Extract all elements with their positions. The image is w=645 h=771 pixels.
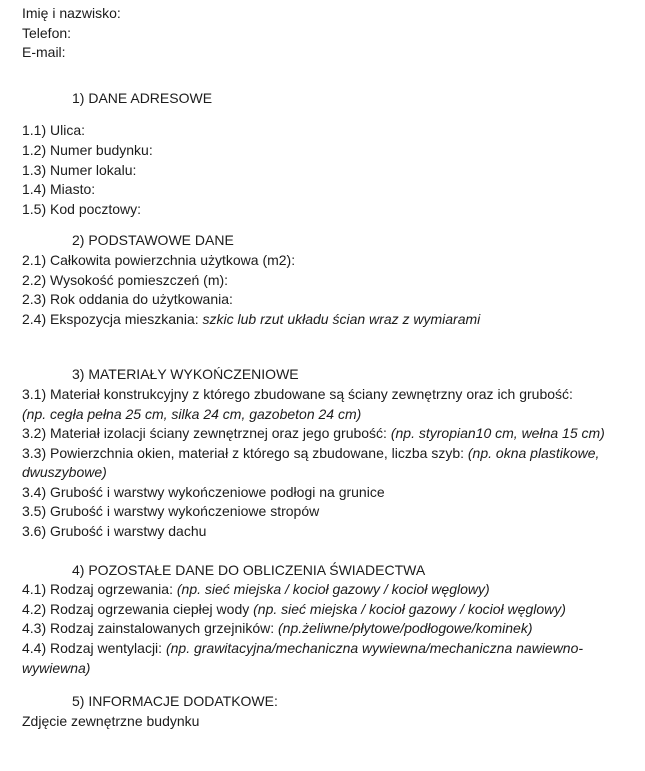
example-material-konstrukcyjny-text: (np. cegła pełna 25 cm, silka 24 cm, gazobeton 24 cm) <box>22 405 362 422</box>
field-miasto <box>22 180 631 200</box>
field-kod-pocztowy <box>22 200 631 220</box>
field-dach-label: 3.6) Grubość i warstwy dachu <box>22 523 207 540</box>
field-material-konstrukcyjny-label: 3.1) Materiał konstrukcyjny z którego zbudowane są ściany zewnętrzny oraz ich grubość: <box>22 385 573 402</box>
section-heading-dane-adresowe: 1) DANE ADRESOWE <box>72 89 213 106</box>
example-okna-continued <box>22 463 631 483</box>
field-numer-lokalu-label: 1.3) Numer lokalu: <box>22 161 137 178</box>
field-podloga-na-gruncie <box>22 483 631 503</box>
field-rodzaj-ogrzewania-label: 4.1) Rodzaj ogrzewania: <box>22 581 177 598</box>
spacer <box>22 219 631 231</box>
spacer <box>22 108 631 121</box>
field-numer-lokalu <box>22 161 631 181</box>
field-material-izolacji-example: (np. styropian10 cm, wełna 15 cm) <box>390 425 605 442</box>
spacer <box>22 63 631 89</box>
field-wysokosc-pomieszczen <box>22 271 631 291</box>
field-ekspozycja-hint: szkic lub rzut układu ścian wraz z wymiarami <box>202 310 481 327</box>
field-wentylacja-label: 4.4) Rodzaj wentylacji: <box>22 640 166 657</box>
field-material-izolacji-label: 3.2) Materiał izolacji ściany zewnętrznej oraz jego grubość: <box>22 425 391 442</box>
field-grzejniki-label: 4.3) Rodzaj zainstalowanych grzejników: <box>22 620 279 637</box>
section-heading-materialy-wykonczeniowe: 3) MATERIAŁY WYKOŃCZENIOWE <box>72 366 299 383</box>
field-material-konstrukcyjny <box>22 385 631 405</box>
example-material-konstrukcyjny <box>22 405 631 425</box>
field-powierzchnia-okien-label: 3.3) Powierzchnia okien, materiał z którego są zbudowane, liczba szyb: <box>22 444 468 461</box>
field-kod-pocztowy-label: 1.5) Kod pocztowy: <box>22 200 142 217</box>
field-ogrzewanie-cieplej-wody <box>22 600 631 620</box>
field-ogrzewanie-cieplej-wody-example: (np. sieć miejska / kocioł gazowy / kocioł węglowy) <box>253 600 566 617</box>
contact-email-label <box>22 43 631 63</box>
field-material-izolacji <box>22 424 631 444</box>
field-podloga-na-gruncie-label: 3.4) Grubość i warstwy wykończeniowe podłogi na grunice <box>22 483 385 500</box>
field-wentylacja <box>22 639 631 659</box>
spacer <box>22 542 631 561</box>
contact-email-text: E-mail: <box>22 44 66 61</box>
field-powierzchnia-okien-example: (np. okna plastikowe, <box>467 444 600 461</box>
field-ulica <box>22 121 631 141</box>
note-zdjecie-budynku <box>22 712 631 732</box>
field-rok-oddania <box>22 290 631 310</box>
spacer <box>22 678 631 692</box>
section-heading-informacje-dodatkowe: 5) INFORMACJE DODATKOWE: <box>72 693 278 710</box>
field-ekspozycja-label: 2.4) Ekspozycja mieszkania: <box>22 310 203 327</box>
field-numer-budynku <box>22 141 631 161</box>
field-stropy-label: 3.5) Grubość i warstwy wykończeniowe stropów <box>22 503 320 520</box>
section-heading-podstawowe-dane: 2) PODSTAWOWE DANE <box>72 232 234 249</box>
field-ekspozycja-mieszkania <box>22 310 631 330</box>
section-heading-pozostale-dane: 4) POZOSTAŁE DANE DO OBLICZENIA ŚWIADECTWA <box>72 561 426 578</box>
field-rodzaj-ogrzewania <box>22 580 631 600</box>
field-powierzchnia-uzytkowa-label: 2.1) Całkowita powierzchnia użytkowa (m2): <box>22 251 296 268</box>
field-wentylacja-example: (np. grawitacyjna/mechaniczna wywiewna/mechaniczna nawiewno- <box>165 640 584 657</box>
field-wysokosc-pomieszczen-label: 2.2) Wysokość pomieszczeń (m): <box>22 271 229 288</box>
field-powierzchnia-okien <box>22 444 631 464</box>
field-ulica-label: 1.1) Ulica: <box>22 122 86 139</box>
field-powierzchnia-uzytkowa <box>22 251 631 271</box>
field-rodzaj-ogrzewania-example: (np. sieć miejska / kocioł gazowy / kocioł węglowy) <box>176 581 490 598</box>
field-grzejniki-example: (np.żeliwne/płytowe/podłogowe/kominek) <box>278 620 533 637</box>
field-numer-budynku-label: 1.2) Numer budynku: <box>22 141 153 158</box>
spacer <box>22 329 631 365</box>
contact-phone-text: Telefon: <box>22 24 72 41</box>
contact-phone-label <box>22 24 631 44</box>
field-rok-oddania-label: 2.3) Rok oddania do użytkowania: <box>22 291 233 308</box>
field-grzejniki <box>22 619 631 639</box>
field-ogrzewanie-cieplej-wody-label: 4.2) Rodzaj ogrzewania ciepłej wody <box>22 600 254 617</box>
example-wentylacja-continued-text: wywiewna) <box>22 659 91 676</box>
contact-name-label <box>22 4 631 24</box>
field-miasto-label: 1.4) Miasto: <box>22 181 96 198</box>
field-dach <box>22 522 631 542</box>
note-zdjecie-budynku-text: Zdjęcie zewnętrzne budynku <box>22 712 200 729</box>
field-stropy <box>22 502 631 522</box>
example-okna-continued-text: dwuszybowe) <box>22 464 107 481</box>
example-wentylacja-continued <box>22 659 631 679</box>
contact-name-text: Imię i nazwisko: <box>22 5 121 21</box>
